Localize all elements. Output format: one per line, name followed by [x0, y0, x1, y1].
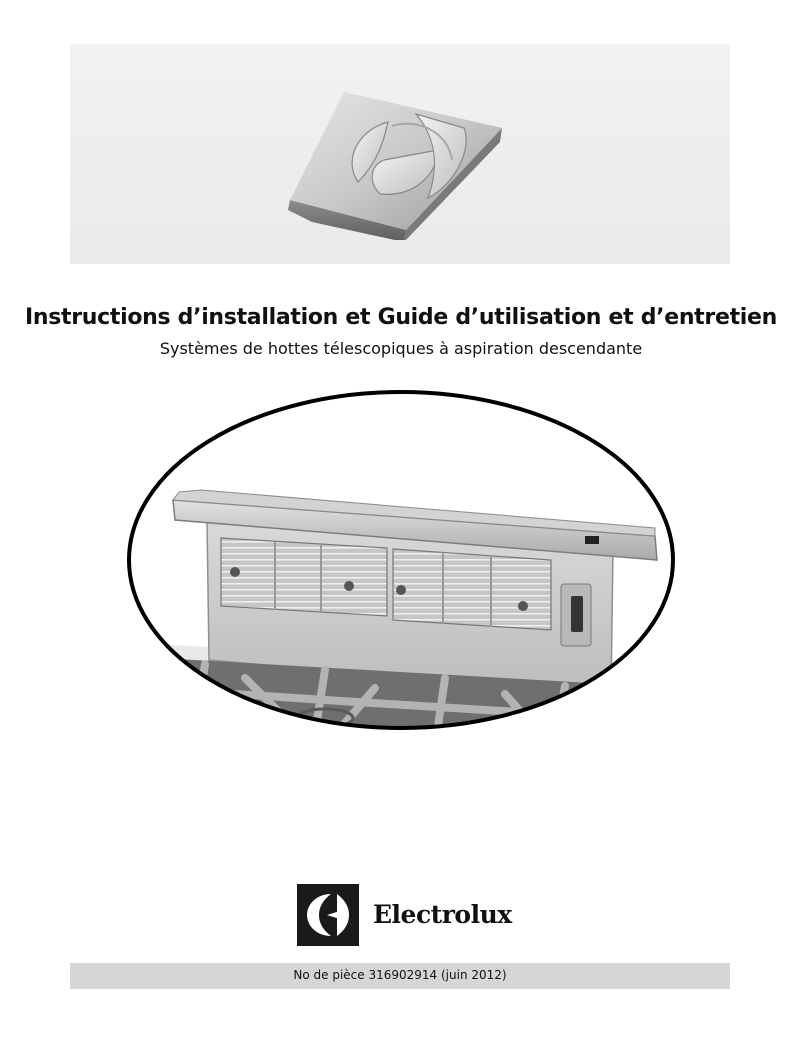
downdraft-hood-product-image [125, 388, 677, 733]
document-title: Instructions d’installation et Guide d’utilisation et d’entretien [24, 305, 778, 330]
electrolux-logo-icon [297, 884, 359, 946]
part-number: No de pièce 316902914 (juin 2012) [293, 968, 507, 982]
brand-name: Electrolux [373, 900, 512, 929]
header-banner-image [70, 44, 730, 264]
document-subtitle: Systèmes de hottes télescopiques à aspiration descendante [159, 339, 643, 358]
electrolux-emblem-icon [288, 70, 508, 240]
footer-bar [70, 963, 730, 989]
